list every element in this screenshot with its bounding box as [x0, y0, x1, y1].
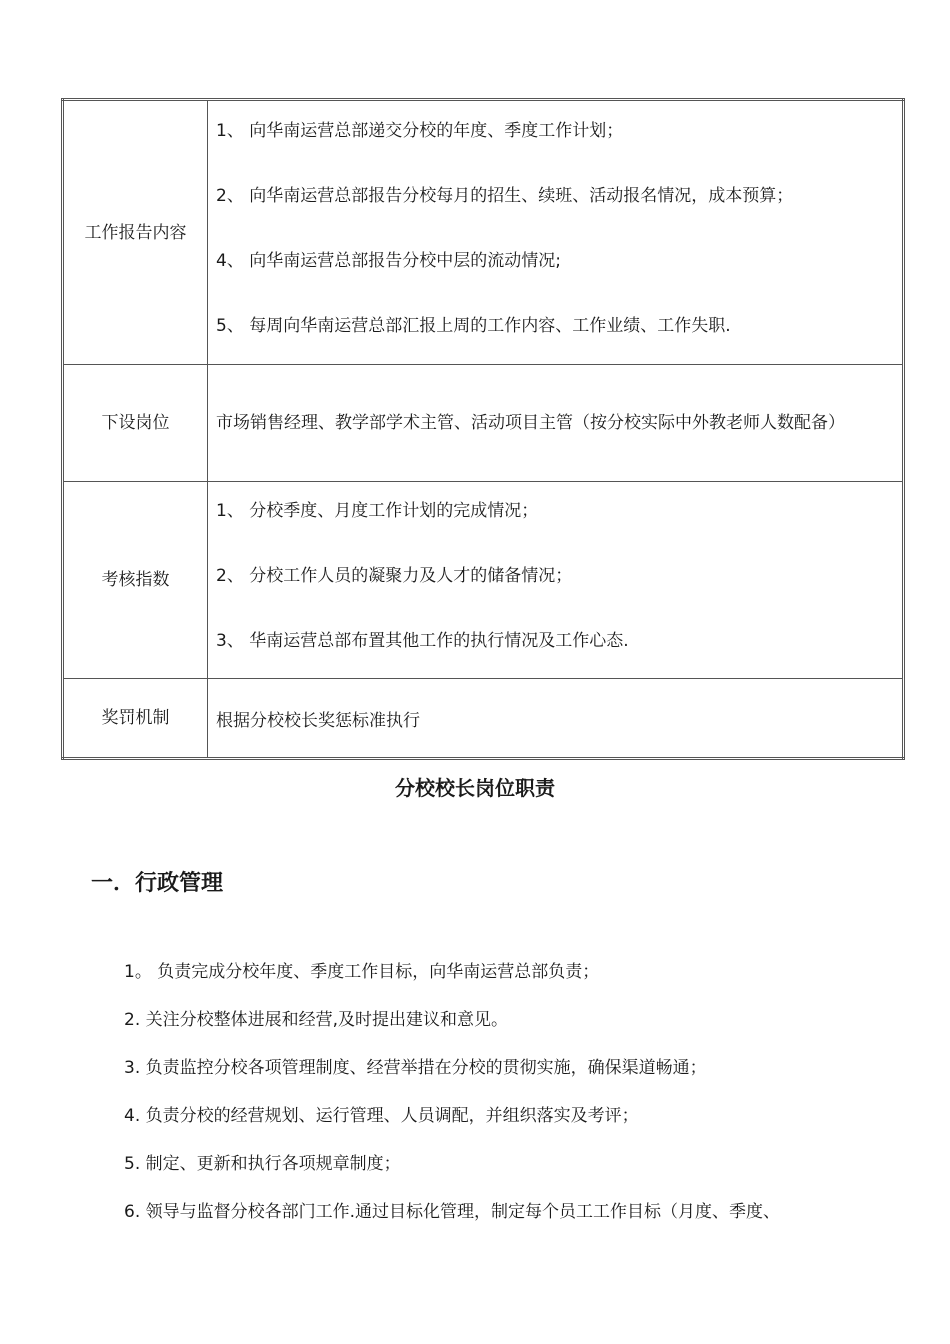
list-item: 3. 负责监控分校各项管理制度、经营举措在分校的贯彻实施，确保渠道畅通； [124, 1058, 707, 1078]
table-row [63, 100, 904, 365]
section-heading: 一．行政管理 [91, 871, 224, 896]
table-row [63, 365, 904, 482]
document-title: 分校校长岗位职责 [395, 776, 555, 800]
table-row [63, 679, 904, 759]
row-label: 奖罚机制 [63, 679, 208, 759]
list-item: 1、 向华南运营总部递交分校的年度、季度工作计划； [216, 120, 624, 141]
table-row [63, 482, 904, 679]
list-item: 5. 制定、更新和执行各项规章制度； [124, 1154, 401, 1174]
row-content [208, 100, 904, 365]
list-item: 1、 分校季度、月度工作计划的完成情况； [216, 500, 539, 521]
list-item: 5、 每周向华南运营总部汇报上周的工作内容、工作业绩、工作失职. [216, 315, 731, 336]
list-item: 2、 向华南运营总部报告分校每月的招生、续班、活动报名情况，成本预算； [216, 185, 794, 206]
positions-text: 市场销售经理、教学部学术主管、活动项目主管（按分校实际中外教老师人数配备） [216, 413, 845, 433]
list-item: 4. 负责分校的经营规划、运行管理、人员调配，并组织落实及考评； [124, 1106, 639, 1126]
assessment-items [216, 483, 894, 678]
duty-list [124, 958, 780, 1246]
report-items [216, 103, 894, 363]
row-label: 考核指数 [63, 482, 208, 679]
row-label: 工作报告内容 [63, 100, 208, 365]
list-item: 2、 分校工作人员的凝聚力及人才的储备情况； [216, 565, 573, 586]
reward-text: 根据分校校长奖惩标准执行 [216, 710, 420, 731]
row-content [208, 482, 904, 679]
list-item: 3、 华南运营总部布置其他工作的执行情况及工作心态. [216, 630, 629, 651]
list-item: 4、 向华南运营总部报告分校中层的流动情况; [216, 250, 561, 271]
row-label: 下设岗位 [63, 365, 208, 482]
duty-table [61, 98, 905, 760]
row-content [208, 365, 904, 482]
row-content [208, 679, 904, 759]
list-item: 6. 领导与监督分校各部门工作.通过目标化管理，制定每个员工工作目标（月度、季度、 [124, 1202, 781, 1222]
list-item: 1。 负责完成分校年度、季度工作目标，向华南运营总部负责； [124, 962, 600, 982]
list-item: 2. 关注分校整体进展和经营,及时提出建议和意见。 [124, 1010, 509, 1030]
